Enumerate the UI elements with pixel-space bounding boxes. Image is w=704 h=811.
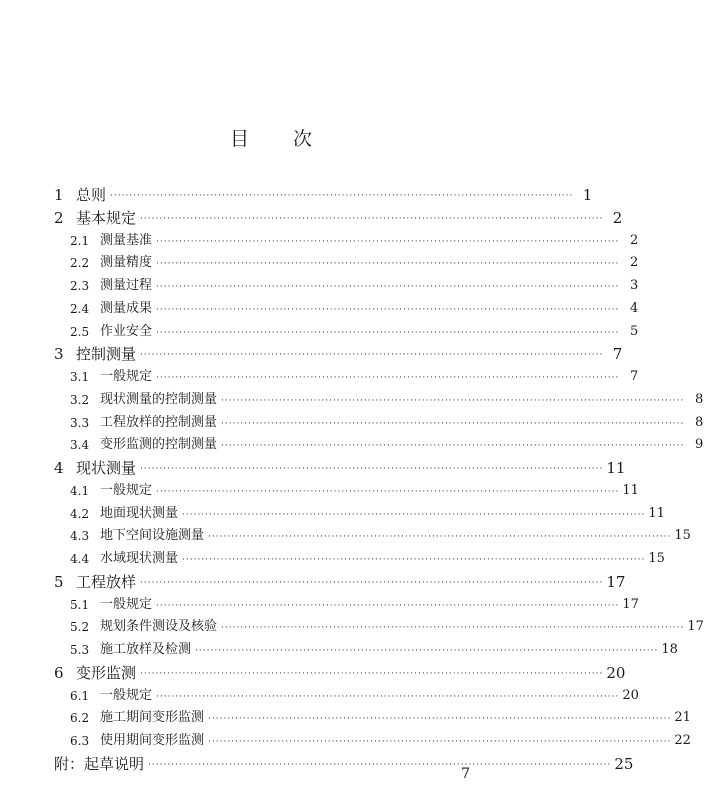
toc-entry-label: 变形监测 — [76, 663, 137, 682]
toc-entry-number: 2 — [54, 208, 64, 227]
toc-dot-leader: ························································································································ — [140, 577, 604, 588]
toc-entry-label: 控制测量 — [76, 345, 137, 364]
toc-section-entry[interactable] — [54, 480, 639, 503]
toc-entry-page: 20 — [606, 663, 626, 682]
toc-dot-leader: ························································································································ — [182, 555, 646, 565]
toc-entry-label: 使用期间变形监测 — [100, 733, 205, 748]
toc-dot-leader: ························································································································ — [140, 213, 604, 224]
toc-entry-label: 总则 — [76, 186, 107, 204]
toc-entry-page: 17 — [606, 572, 626, 591]
toc-entry-number: 2.1 — [70, 233, 90, 248]
toc-entry-label: 一般规定 — [100, 596, 153, 612]
toc-chapter-entry[interactable] — [54, 343, 623, 366]
toc-section-entry[interactable] — [54, 525, 691, 548]
toc-section-entry[interactable] — [54, 389, 704, 412]
toc-chapter-entry[interactable] — [54, 662, 626, 685]
toc-entry-label: 地下空间设施测量 — [100, 528, 205, 544]
toc-entry-page: 3 — [630, 278, 639, 293]
toc-entry-page: 22 — [674, 733, 691, 748]
toc-entry-label: 施工放样及检测 — [100, 642, 192, 657]
toc-dot-leader: ························································································································ — [208, 532, 672, 543]
toc-dot-leader: ························································································································ — [156, 327, 620, 338]
toc-entry-number: 4.2 — [70, 506, 90, 521]
toc-section-entry[interactable] — [54, 230, 639, 253]
toc-entry-page: 7 — [612, 345, 623, 364]
toc-entry-number: 3.1 — [70, 370, 90, 384]
toc-entry-page: 5 — [630, 323, 639, 339]
toc-entry-label: 附：起草说明 — [54, 754, 145, 773]
toc-entry-page: 2 — [630, 232, 639, 248]
toc-section-entry[interactable] — [54, 503, 665, 526]
toc-entry-number: 5 — [54, 572, 64, 591]
toc-entry-page: 2 — [612, 208, 623, 227]
toc-entry-page: 17 — [622, 596, 639, 612]
toc-entry-page: 11 — [606, 459, 626, 477]
toc-entry-number: 2.4 — [70, 301, 90, 316]
toc-entry-label: 变形监测的控制测量 — [100, 437, 218, 453]
toc-entry-number: 4.1 — [70, 483, 90, 498]
toc-entry-label: 工程放样的控制测量 — [100, 414, 218, 430]
toc-dot-leader: ························································································································ — [156, 282, 620, 292]
toc-entry-page: 20 — [622, 687, 639, 703]
toc-entry-number: 5.3 — [70, 643, 90, 657]
toc-entry-label: 工程放样 — [76, 572, 137, 591]
toc-dot-leader: ························································································································ — [156, 691, 620, 702]
toc-section-entry[interactable] — [54, 707, 691, 730]
toc-entry-page: 8 — [695, 391, 704, 407]
toc-entry-number: 4 — [54, 459, 64, 477]
toc-dot-leader: ························································································································ — [140, 668, 604, 679]
toc-entry-page: 18 — [661, 642, 678, 657]
toc-entry-number: 6 — [54, 663, 64, 682]
toc-entry-page: 21 — [674, 710, 691, 726]
toc-entry-page: 11 — [622, 482, 639, 498]
toc-dot-leader: ························································································································ — [182, 509, 646, 520]
toc-dot-leader: ························································································································ — [156, 304, 620, 315]
toc-entry-page: 15 — [648, 551, 665, 566]
toc-entry-label: 水域现状测量 — [100, 551, 179, 566]
toc-chapter-entry[interactable] — [54, 207, 623, 230]
table-of-contents — [54, 184, 704, 776]
toc-entry-page: 7 — [630, 369, 639, 384]
toc-section-entry[interactable] — [54, 298, 639, 321]
toc-entry-number: 6.3 — [70, 734, 90, 748]
toc-entry-label: 测量成果 — [100, 300, 153, 316]
toc-dot-leader: ························································································································ — [110, 191, 574, 201]
toc-entry-page: 25 — [614, 754, 634, 773]
toc-entry-number: 5.2 — [70, 620, 90, 635]
toc-entry-page: 1 — [582, 186, 593, 204]
toc-entry-page: 15 — [674, 528, 691, 544]
toc-entry-label: 基本规定 — [76, 208, 137, 227]
toc-section-entry[interactable] — [54, 616, 704, 639]
toc-dot-leader: ························································································································ — [221, 395, 685, 406]
toc-section-entry[interactable] — [54, 685, 639, 708]
toc-dot-leader: ························································································································ — [140, 350, 604, 361]
toc-section-entry[interactable] — [54, 639, 678, 662]
toc-dot-leader: ························································································································ — [208, 714, 672, 725]
toc-dot-leader: ························································································································ — [156, 236, 620, 247]
toc-entry-page: 2 — [630, 255, 639, 271]
toc-entry-label: 现状测量的控制测量 — [100, 391, 218, 407]
toc-entry-number: 6.1 — [70, 688, 90, 703]
toc-section-entry[interactable] — [54, 548, 665, 571]
toc-entry-number: 5.1 — [70, 597, 90, 612]
toc-section-entry[interactable] — [54, 275, 639, 298]
toc-entry-number: 3 — [54, 345, 64, 364]
toc-entry-label: 测量精度 — [100, 255, 153, 271]
toc-entry-label: 作业安全 — [100, 323, 153, 339]
toc-entry-number: 2.3 — [70, 279, 90, 293]
toc-entry-page: 17 — [687, 619, 704, 635]
toc-dot-leader: ························································································································ — [140, 464, 604, 474]
toc-entry-number: 6.2 — [70, 711, 90, 726]
toc-entry-number: 2.5 — [70, 324, 90, 339]
toc-entry-label: 测量基准 — [100, 232, 153, 248]
toc-entry-label: 施工期间变形监测 — [100, 710, 205, 726]
toc-dot-leader: ························································································································ — [156, 486, 620, 497]
toc-entry-page: 8 — [695, 414, 704, 430]
toc-dot-leader: ························································································································ — [208, 737, 672, 747]
toc-entry-number: 4.4 — [70, 552, 90, 566]
toc-entry-number: 3.2 — [70, 392, 90, 407]
toc-entry-number: 3.3 — [70, 415, 90, 430]
toc-section-entry[interactable] — [54, 594, 639, 617]
toc-entry-number: 2.2 — [70, 256, 90, 271]
toc-chapter-entry[interactable] — [54, 457, 626, 480]
toc-dot-leader: ························································································································ — [221, 418, 685, 429]
toc-section-entry[interactable] — [54, 366, 639, 389]
toc-entry-number: 1 — [54, 186, 64, 204]
toc-dot-leader: ························································································································ — [221, 441, 685, 452]
toc-entry-label: 一般规定 — [100, 482, 153, 498]
toc-section-entry[interactable] — [54, 730, 691, 753]
page-title-char-1: 目 — [229, 128, 249, 150]
page-title — [0, 124, 542, 154]
page-title-char-2: 次 — [293, 128, 313, 150]
toc-chapter-entry[interactable] — [54, 753, 634, 776]
toc-entry-label: 地面现状测量 — [100, 505, 179, 521]
toc-entry-label: 一般规定 — [100, 687, 153, 703]
toc-chapter-entry[interactable] — [54, 571, 626, 594]
toc-dot-leader: ························································································································ — [156, 600, 620, 611]
toc-entry-number: 4.3 — [70, 529, 90, 544]
toc-section-entry[interactable] — [54, 434, 704, 457]
page-number: 7 — [461, 766, 470, 782]
toc-section-entry[interactable] — [54, 321, 639, 344]
toc-chapter-entry[interactable] — [54, 184, 593, 207]
toc-entry-page: 11 — [648, 505, 665, 521]
toc-entry-page: 9 — [695, 437, 704, 453]
toc-dot-leader: ························································································································ — [195, 646, 659, 656]
toc-dot-leader: ························································································································ — [156, 259, 620, 270]
toc-dot-leader: ························································································································ — [221, 623, 685, 634]
toc-entry-label: 一般规定 — [100, 369, 153, 384]
toc-dot-leader: ························································································································ — [148, 759, 612, 770]
toc-entry-number: 3.4 — [70, 438, 90, 453]
toc-entry-label: 规划条件测设及核验 — [100, 619, 218, 635]
toc-section-entry[interactable] — [54, 252, 639, 275]
toc-entry-label: 现状测量 — [76, 459, 137, 477]
toc-entry-page: 4 — [630, 300, 639, 316]
toc-section-entry[interactable] — [54, 412, 704, 435]
toc-dot-leader: ························································································································ — [156, 373, 620, 383]
toc-entry-label: 测量过程 — [100, 278, 153, 293]
